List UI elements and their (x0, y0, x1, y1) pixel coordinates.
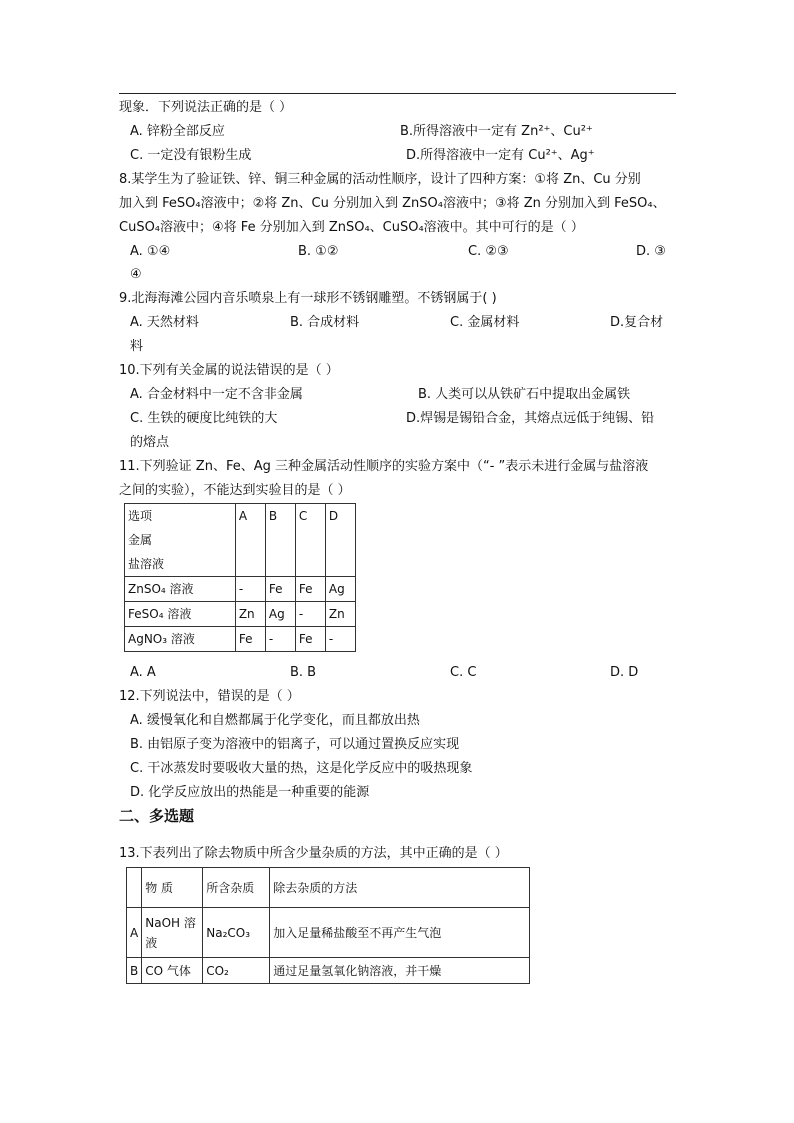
table-cell: 加入足量稀盐酸至不再产生气泡 (270, 908, 530, 958)
table-cell (127, 868, 142, 908)
table-cell: CO₂ (203, 958, 270, 984)
table-cell: 通过足量氢氧化钠溶液，并干燥 (270, 958, 530, 984)
q7-stem-tail: 现象．下列说法正确的是（ ） (119, 100, 293, 115)
table-cell: Fe (235, 627, 265, 652)
q13-stem: 13.下表列出了除去物质中所含少量杂质的方法，其中正确的是（ ） (119, 846, 508, 861)
q10-option-a: A. 合金材料中一定不含非金属 (130, 387, 303, 402)
q9-option-a: A. 天然材料 (130, 315, 199, 330)
q8-option-a: A. ①④ (130, 244, 171, 259)
q12-option-c: C. 干冰蒸发时要吸收大量的热，这是化学反应中的吸热现象 (130, 761, 473, 776)
table-cell: A (127, 908, 142, 958)
q8-stem-line1: 8.某学生为了验证铁、锌、铜三种金属的活动性顺序，设计了四种方案：①将 Zn、Cu 分别 (119, 172, 641, 187)
q7-option-d: D.所得溶液中一定有 Cu²⁺、Ag⁺ (406, 148, 595, 163)
q11-table (124, 503, 356, 652)
table-cell: Na₂CO₃ (203, 908, 270, 958)
table-cell: Ag (265, 602, 295, 627)
q12-stem: 12.下列说法中，错误的是（ ） (119, 689, 300, 704)
table-cell: Zn (235, 602, 265, 627)
q11-option-d: D. D (610, 665, 639, 680)
q12-option-b: B. 由铝原子变为溶液中的铝离子，可以通过置换反应实现 (130, 737, 460, 752)
q7-option-a: A. 锌粉全部反应 (130, 124, 225, 139)
q10-option-b: B. 人类可以从铁矿石中提取出金属铁 (418, 387, 631, 402)
table-cell: - (325, 627, 355, 652)
table-row (127, 908, 530, 958)
q7-option-c: C. 一定没有银粉生成 (130, 148, 252, 163)
q9-option-c: C. 金属材料 (450, 315, 520, 330)
table-cell: ZnSO₄ 溶液 (125, 577, 236, 602)
q11-table-header-c: C (295, 504, 325, 577)
q9-option-b: B. 合成材料 (290, 315, 360, 330)
q8-option-c: C. ②③ (468, 244, 509, 259)
table-cell: AgNO₃ 溶液 (125, 627, 236, 652)
q10-option-d-wrap: 的熔点 (130, 435, 170, 450)
q8-stem-line3: CuSO₄溶液中；④将 Fe 分别加入到 ZnSO₄、CuSO₄溶液中。其中可行的是（ ） (119, 220, 584, 235)
table-cell: Fe (295, 577, 325, 602)
table-cell: 所含杂质 (203, 868, 270, 908)
q10-option-c: C. 生铁的硬度比纯铁的大 (130, 411, 278, 426)
table-row (127, 868, 530, 908)
q11-table-header-a: A (235, 504, 265, 577)
table-cell: Zn (325, 602, 355, 627)
q11-table-header-corner: 选项 金属 盐溶液 (125, 504, 236, 577)
table-cell: CO 气体 (142, 958, 203, 984)
q7-option-b: B.所得溶液中一定有 Zn²⁺、Cu²⁺ (400, 124, 593, 139)
q12-option-a: A. 缓慢氧化和自燃都属于化学变化，而且都放出热 (130, 713, 420, 728)
q10-stem: 10.下列有关金属的说法错误的是（ ） (119, 363, 339, 378)
q11-stem-line2: 之间的实验），不能达到实验目的是（ ） (119, 483, 351, 498)
header-rule (119, 93, 676, 94)
q9-option-d: D.复合材 (610, 315, 664, 330)
table-row (125, 577, 356, 602)
table-cell: NaOH 溶液 (142, 908, 203, 958)
section-title: 二、多选题 (119, 807, 195, 825)
q11-option-c: C. C (450, 665, 477, 680)
q8-option-d-wrap: ④ (130, 267, 142, 282)
table-row (125, 602, 356, 627)
q11-table-header-d: D (325, 504, 355, 577)
table-row (125, 627, 356, 652)
q11-option-a: A. A (130, 665, 156, 680)
q13-table (126, 867, 530, 984)
q11-stem-line1: 11.下列验证 Zn、Fe、Ag 三种金属活动性顺序的实验方案中（“- ”表示未进行金属与盐溶液 (119, 459, 649, 474)
q12-option-d: D. 化学反应放出的热能是一种重要的能源 (130, 785, 370, 800)
table-row (127, 958, 530, 984)
table-cell: Ag (325, 577, 355, 602)
q8-option-d: D. ③ (636, 244, 666, 259)
table-cell: - (265, 627, 295, 652)
q9-option-d-wrap: 料 (130, 339, 144, 354)
table-cell: - (235, 577, 265, 602)
q11-table-header-b: B (265, 504, 295, 577)
q8-option-b: B. ①② (298, 244, 339, 259)
table-cell: 物 质 (142, 868, 203, 908)
q9-stem: 9.北海海滩公园内音乐喷泉上有一球形不锈钢雕塑。不锈钢属于( ) (119, 291, 497, 306)
q8-stem-line2: 加入到 FeSO₄溶液中；②将 Zn、Cu 分别加入到 ZnSO₄溶液中；③将 Zn 分别加入到 FeSO₄、 (119, 196, 666, 211)
table-cell: Fe (295, 627, 325, 652)
table-cell: FeSO₄ 溶液 (125, 602, 236, 627)
table-cell: - (295, 602, 325, 627)
q10-option-d: D.焊锡是锡铅合金，其熔点远低于纯锡、铅 (406, 411, 655, 426)
table-cell: Fe (265, 577, 295, 602)
table-cell: 除去杂质的方法 (270, 868, 530, 908)
table-cell: B (127, 958, 142, 984)
q11-option-b: B. B (290, 665, 317, 680)
